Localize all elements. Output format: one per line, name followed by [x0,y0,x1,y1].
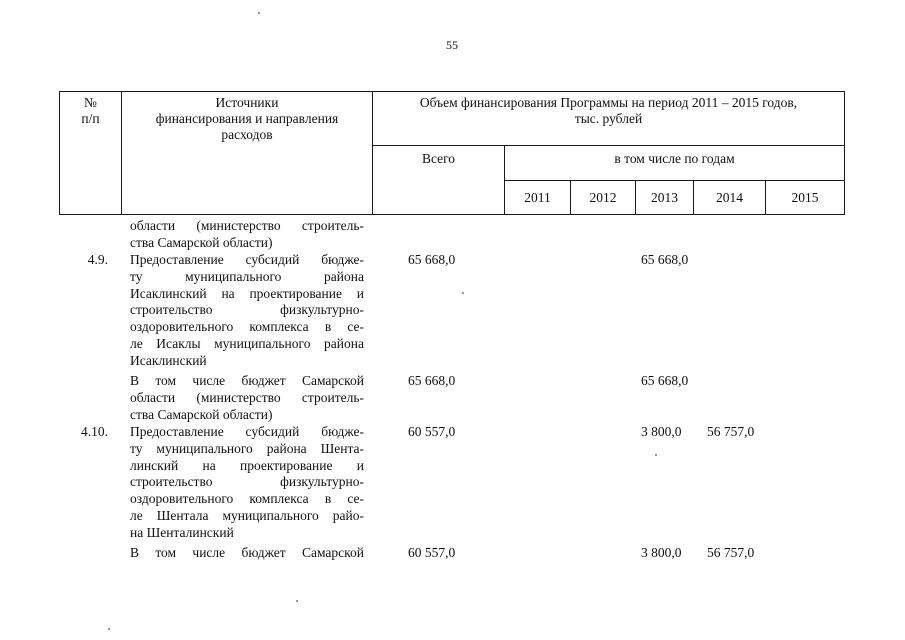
header-year-2012: 2012 [571,181,636,215]
row-2014-value: 56 757,0 [707,424,755,439]
row-2013-value: 3 800,0 [641,424,682,439]
row-description-line: ле Исаклы муниципального района [130,335,364,351]
scan-speck [655,454,657,456]
row-total-value: 60 557,0 [408,424,456,439]
row-description-line: ства Самарской области) [130,234,273,250]
scan-speck [462,292,464,294]
scan-speck [108,628,110,630]
row-description [130,424,364,542]
header-year-2015: 2015 [766,181,845,215]
header-volume-cell [373,92,845,146]
row-total-value: 65 668,0 [408,373,456,388]
row-2013-value: 65 668,0 [641,373,689,388]
header-sources-cell [122,92,373,215]
row-2013-value: 3 800,0 [641,545,682,560]
row-total-value: 60 557,0 [408,545,456,560]
row-description-line: В том числе бюджет Самарской [130,373,364,388]
row-description-line: Предоставление субсидий бюдже- [130,424,364,439]
page-number: 55 [446,38,458,52]
row-2013-value: 65 668,0 [641,252,689,267]
row-description-line: области (министерство строитель- [130,218,364,233]
row-description-line: Предоставление субсидий бюдже- [130,252,364,267]
header-number-cell [60,92,122,215]
header-volume-line: Объем финансирования Программы на период 2011 – 2015 годов, [419,95,798,110]
header-total-cell: Всего [373,146,505,215]
header-number-sign: № [84,95,97,110]
header-sources-line: финансирования и направления [155,111,339,126]
row-description [130,252,364,370]
row-description-line: области (министерство строитель- [130,389,364,405]
row-description-line: строительство физкультурно- [130,474,364,490]
header-year-2013: 2013 [636,181,694,215]
scan-speck [258,12,260,14]
header-by-years-cell: в том числе по годам [505,146,845,181]
row-description-line: В том числе бюджет Самарской [130,545,364,560]
header-volume-unit: тыс. рублей [574,111,643,126]
row-description-line: линский на проектирование и [130,457,364,473]
row-description [130,373,364,423]
row-description-line: оздоровительного комплекса в се- [130,491,364,507]
header-year-2011: 2011 [505,181,571,215]
header-number-abbrev: п/п [81,111,100,126]
row-description-line: на Шенталинский [130,524,234,540]
row-description-line: Исаклинский [130,352,207,368]
row-description-line: ту муниципального района Шента- [130,440,364,456]
row-description-line: строительство физкультурно- [130,302,364,318]
scan-speck [296,600,298,602]
header-year-2014: 2014 [694,181,766,215]
table-header [59,91,845,215]
header-sources-line: Источники [215,95,279,110]
header-sources-line: расходов [221,127,273,142]
row-description-line: ту муниципального района [130,268,364,284]
row-description-line: ле Шентала муниципального райо- [130,507,364,523]
row-description [130,545,364,562]
row-total-value: 65 668,0 [408,252,456,267]
row-description-line: Исаклинский на проектирование и [130,285,364,301]
row-description-line: ства Самарской области) [130,406,273,422]
row-2014-value: 56 757,0 [707,545,755,560]
row-number: 4.10. [81,424,108,439]
row-description [130,218,364,252]
row-description-line: оздоровительного комплекса в се- [130,319,364,335]
row-number: 4.9. [87,252,108,267]
